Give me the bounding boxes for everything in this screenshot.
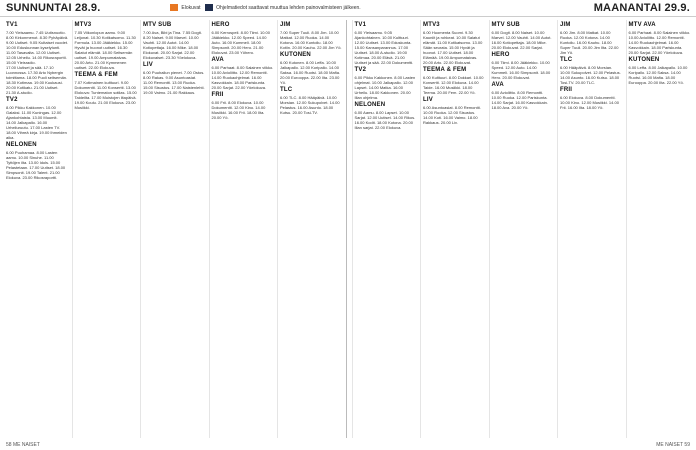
- footer-right: ME NAISET 59: [656, 442, 690, 448]
- legend-swatch-orange: [170, 4, 178, 11]
- schedule-column: [277, 20, 344, 438]
- channel-heading: TV2: [354, 67, 367, 73]
- schedule-column: [626, 20, 693, 438]
- channel-heading: MTV3: [423, 22, 440, 28]
- schedule-column: [420, 20, 487, 438]
- program-listing: 6.00 Aamu. 8.00 Lapset. 10.00 Sarjat. 12.00 Uutiset. 14.00 Rikos. 16.00 Kodit. 18.00 Kotona. 20.00 Illan sarjat. 22.00 Elokuva.: [354, 110, 416, 130]
- channel-heading: NELONEN: [354, 102, 386, 108]
- channel-heading: AVA: [491, 82, 504, 88]
- program-listing: 7.00 Yleisaamu. 7.45 Uutisnuotio. 8.00 Kirkonmenot. 8.30 Pyhäpäivä. 9.00 Uutiset. 9.05 Kultaiset vuodet. 10.00 Eduskunnan kyselytunti. 11.00 Tasavalta. 12.00 Uutiset. 12.05 Urheilu. 14.00 Rikosraportti. 15.00 Yleisradio.: [6, 30, 69, 65]
- schedule-column: [557, 20, 624, 438]
- program-listing: 6.00 Parhaat. 8.00 Salainen viikko. 10.00 Avioliitto. 12.00 Remontti. 14.00 Ruokaohjelmat. 16.00 Kasvokkain. 18.00 Pariskunta. 20.00 Sarjat. 22.00 Yöelokuva.: [628, 30, 691, 55]
- program-listing: 6.00 Pikku Kakkonen. 8.00 Lasten ohjelmat. 10.00 Jalkapallo. 12.00 Lapset. 14.00 Matka. 16.00 Urheilu. 18.00 Kakkonen. 20.00 Illan ohjelma.: [354, 75, 416, 100]
- program-listing: 6.00 Kulttuuri. 8.00 Dokkari. 10.00 Konsertti. 12.00 Elokuva. 14.00 Taide. 16.00 Musiikki. 18.00 Teema. 20.00 Fem. 22.00 Yö.: [423, 75, 484, 95]
- page-footer: [0, 440, 696, 450]
- channel-heading: FRII: [560, 87, 573, 93]
- channel-heading: MTV SUB: [143, 22, 172, 28]
- program-listing: 6.00 Frii. 8.00 Elokuva. 10.00 Dokumentti. 12.00 Kino. 14.00 Musiikki. 16.00 Frii. 18.00 Ilta. 20.00 Yö.: [211, 100, 266, 120]
- program-listing: 6.00 Elokuva. 8.00 Dokumentti. 10.00 Kino. 12.00 Musiikki. 14.00 Frii. 16.00 Ilta. 18.00 Yö.: [560, 95, 619, 110]
- footer-left: 58 ME NAISET: [6, 442, 40, 448]
- program-listing: 6.00 Puuhailun pienet. 7.00 Ostos. 8.00 Rakas. 9.00 Asuntoasiat. 11.00 Remontti. 13.00 Ruoka. 15.00 Sisustus. 17.00 Naistenlehti. 19.00 Vaimo. 21.00 Rakkaus.: [143, 70, 205, 95]
- channel-heading: TLC: [280, 87, 293, 93]
- schedule-column: [72, 20, 139, 438]
- day-title-monday: MAANANTAI 29.9.: [593, 2, 690, 14]
- program-listing: 6.00 Kutonen. 8.00 Leffa. 10.00 Jalkapallo. 12.00 Koripallo. 14.00 Saksa. 16.00 Ruotsi. 18.00 Mafia. 20.00 Eurooppa. 22.00 Ilta. 23.00 Yö.: [280, 60, 341, 85]
- program-listing: 6.00 Yleisaamu. 9.05 Ajankohtainen. 10.00 Kulttuuri. 12.00 Uutiset. 13.00 Eduskunta. 15.00 Kansanparannus. 17.00 Uutiset. 18.00 A-studio. 19.00 Kotimaa. 20.00 Elävä. 21.00 Uutiset ja sää. 22.00 Dokumentti.: [354, 30, 414, 65]
- program-listing: 7.00 Super Tuuli. 8.00 Jim. 10.00 Matkat. 12.00 Ruoka. 14.00 Kotona. 16.00 Kuntoilu. 18.00 Kotiin. 20.00 Kauhu. 22.00 Jim Yö.: [280, 30, 342, 50]
- channel-heading: MTV AVA: [628, 22, 656, 28]
- program-listing: 6.00 Parhaat. 8.00 Salainen viikko. 10.00 Avioliitto. 12.00 Remontti. 14.00 Ruokaohjelmat. 16.00 Kasvokkain. 18.00 Pariskunta. 20.00 Sarjat. 22.00 Yöelokuva.: [211, 65, 274, 90]
- program-listing: 6.00 Asuntoasiat. 8.00 Remontti. 10.00 Ruoka. 12.00 Sisustus. 14.00 Koti. 16.00 Vaimo. 18.00 Rakkaus. 20.00 Liv.: [423, 105, 481, 125]
- program-listing: 6.00 Dogit. 8.00 Naiset. 10.00 Marvel. 12.00 Vauhti. 14.00 Autot. 16.00 Kotiopettaja. 18.00 Mike. 20.00 Elokuvat. 22.00 Sarjat.: [491, 30, 552, 50]
- schedule-column: [489, 20, 556, 438]
- channel-heading: NELONEN: [6, 142, 37, 148]
- program-listing: 6.00 Huomenta Suomi. 9.30 Kauniit ja rohkeat. 10.00 Salatut elämät. 11.00 Kotikatsomo. 13.00 Sään seurata. 15.00 Hyvät ja huonot. 17.00 Uutiset. 18.00 Elämää. 19.00 Ampumataivas. 20.00 Arto. 22.00 Elokuvat.: [423, 30, 483, 65]
- day-title-sunday: SUNNUNTAI 28.9.: [6, 2, 101, 14]
- channel-heading: TEEMA & FEM: [74, 72, 118, 78]
- schedule-header: [0, 0, 696, 17]
- channel-heading: FRII: [211, 92, 224, 98]
- channel-heading: JIM: [560, 22, 571, 28]
- program-listing: 7.07 Kotimainen kulttuuri. 9.00 Dokumentti. 11.00 Konsertti. 13.00 Elokuva: Tuntematon sotilas. 15.00 Taideilta. 17.00 Muistojen iltapäivä. 19.00 Koulu. 21.00 Elokuva. 23.00 Musiikki.: [74, 80, 137, 110]
- channel-heading: KUTONEN: [280, 52, 311, 58]
- schedule-column: [4, 20, 70, 438]
- schedule-column: [209, 20, 276, 438]
- channel-heading: AVA: [211, 57, 224, 63]
- program-listing: 6.00 TLC. 8.00 Hääpäivä. 10.00 Morsian. 12.00 Sukupolvet. 14.00 Pelastus. 16.00 Asunto. 18.00 Kutsu. 20.00 Tosi-TV.: [280, 95, 340, 115]
- program-listing: 6.00 Avioliitto. 8.00 Remontti. 10.00 Ruoka. 12.00 Pariskunta. 14.00 Sarjat. 16.00 Kasvokkain. 18.00 Ava. 20.00 Yö.: [491, 90, 548, 110]
- channel-heading: TEEMA & FEM: [423, 67, 467, 73]
- channel-heading: MTV3: [74, 22, 92, 28]
- program-listing: 6.00 Tiimi. 8.00 Jääkiekko. 10.00 Speed. 12.00 Auto. 14.00 Kummeli. 16.00 Simpsonit. 18.00 Hero. 20.00 Elokuvat.: [491, 60, 551, 80]
- channel-heading: HERO: [211, 22, 230, 28]
- program-listing: 8.00 Pikku Kakkonen. 10.00 Galaksi. 11.00 Kuningas. 12.00 Ajankohtaista. 13.00 Muumit. 14.00 Jalkapallo. 16.00 Urheiluruutu. 17.00 Lasten TV. 18.00 Vihreä kirja. 19.00 Ihmeiden aika.: [6, 105, 67, 140]
- program-listing: 17.00 Uutiset ja sää. 17.10 Luonnossa. 17.30 Arto Nybergin toimittama. 18.00 Puoli seitsemän. 18.30 Kotimaa. 19.00 Kuukausi. 20.00 Kotikatu. 21.00 Uutiset. 21.30 A-studio.: [6, 65, 68, 95]
- program-listing: 6.00 Puuhamaa. 8.00 Lasten aamu. 10.00 Sinuhe. 11.00 Tyttöjen ilta. 13.00 Idols. 15.00 Pelastetaan. 17.00 Uutiset. 18.00 Simpsonit. 19.00 Talent. 21.00 Elokuva. 23.00 Rikosraportti.: [6, 150, 66, 180]
- program-listing: 7.00 Ava, Bibi ja Tina. 7.55 Dogit. 8.20 Naiset. 9.00 Marvel. 10.00 Vauhti. 12.00 Autot. 14.00 Kotiopettaja. 16.00 Mike. 18.00 Elokuvat. 20.00 Sarjat. 22.00 Elokuvaiset. 23.30 Yöelokuva.: [143, 30, 202, 60]
- legend-label-films: Elokuvat: [181, 5, 201, 11]
- schedule-column: [352, 20, 419, 438]
- channel-heading: TLC: [560, 57, 573, 63]
- channel-heading: TV1: [6, 22, 18, 28]
- page-gutter: [346, 20, 350, 438]
- program-listing: 6.00 Leffa. 8.00 Jalkapallo. 10.00 Koripallo. 12.00 Saksa. 14.00 Ruotsi. 16.00 Mafia. 18.00 Eurooppa. 20.00 Ilta. 22.00 Yö.: [628, 65, 688, 85]
- program-listing: 7.05 Viikonlopun aamu. 9.00 Leijonat. 10.30 Kotikatsomo. 11.30 Formula. 13.00 Jääkiekko. 15.00 Hyvät ja huonot uutiset. 16.30 Salatut elämät. 18.00 Seitsemän uutiset. 19.00 Ampumataivas. 20.00 Arto. 21.00 Kymmenen uutiset. 22.00 Elokuva.: [74, 30, 136, 70]
- program-listing: 6.00 Kerrospeli. 8.00 Tiimi. 10.00 Jääkiekko. 12.00 Speed. 14.00 Auto. 16.00 Kummeli. 18.00 Simpsonit. 20.00 Hero. 21.00 Elokuvat. 23.00 Yöhero.: [211, 30, 270, 55]
- channel-heading: KUTONEN: [628, 57, 660, 63]
- legend: [170, 3, 361, 13]
- schedule-columns: [4, 20, 692, 438]
- schedule-column: [140, 20, 207, 438]
- legend-swatch-navy: [205, 4, 213, 11]
- channel-heading: MTV SUB: [491, 22, 520, 28]
- channel-heading: TV2: [6, 97, 18, 103]
- program-listing: 6.00 Jim. 8.00 Matkat. 10.00 Ruoka. 12.00 Kotona. 14.00 Kuntoilu. 16.00 Kauhu. 18.00 Super Tuuli. 20.00 Jim Ilta. 22.00 Jim Yö.: [560, 30, 619, 55]
- legend-label-note: Ohjelmatiedot saattavat muuttua lehden painovalmisteen jälkeen.: [216, 5, 361, 11]
- channel-heading: TV1: [354, 22, 367, 28]
- channel-heading: JIM: [280, 22, 291, 28]
- channel-heading: LIV: [143, 62, 153, 68]
- program-listing: 6.00 Hääpäivä. 8.00 Morsian. 10.00 Sukupolvet. 12.00 Pelastus. 14.00 Asunto. 16.00 Kutsu. 18.00 Tosi-TV. 20.00 TLC.: [560, 65, 621, 85]
- channel-heading: LIV: [423, 97, 433, 103]
- channel-heading: HERO: [491, 52, 510, 58]
